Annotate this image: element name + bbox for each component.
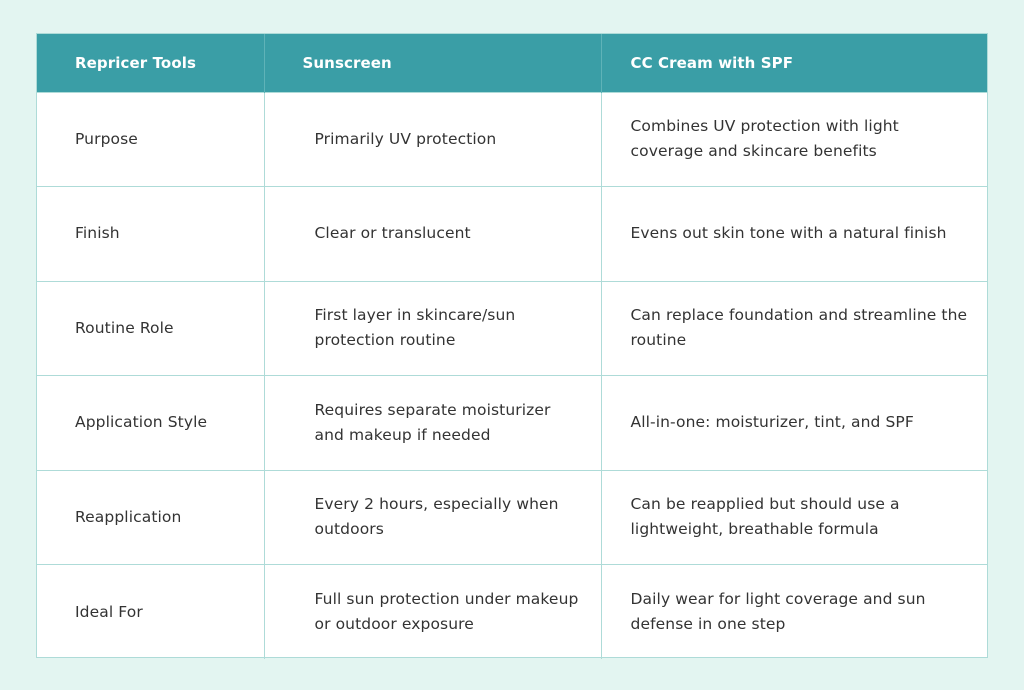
row-label: Purpose bbox=[37, 92, 264, 187]
cc-cream-cell: Evens out skin tone with a natural finish bbox=[601, 187, 987, 282]
sunscreen-cell: First layer in skincare/sun protection routine bbox=[264, 281, 601, 376]
table-header-row bbox=[37, 34, 987, 92]
cc-cream-cell: Daily wear for light coverage and sun defense in one step bbox=[601, 565, 987, 660]
cc-cream-cell: All-in-one: moisturizer, tint, and SPF bbox=[601, 376, 987, 471]
comparison-table bbox=[37, 34, 987, 659]
row-label: Application Style bbox=[37, 376, 264, 471]
cc-cream-cell: Combines UV protection with light coverage and skincare benefits bbox=[601, 92, 987, 187]
header-cc-cream: CC Cream with SPF bbox=[630, 53, 794, 72]
row-label: Ideal For bbox=[37, 565, 264, 660]
row-label: Reapplication bbox=[37, 470, 264, 565]
table-row bbox=[37, 376, 987, 471]
table-row bbox=[37, 281, 987, 376]
sunscreen-cell: Every 2 hours, especially when outdoors bbox=[264, 470, 601, 565]
cc-cream-cell: Can be reapplied but should use a lightweight, breathable formula bbox=[601, 470, 987, 565]
table-row bbox=[37, 565, 987, 660]
table-row bbox=[37, 92, 987, 187]
sunscreen-cell: Primarily UV protection bbox=[264, 92, 601, 187]
header-sunscreen: Sunscreen bbox=[264, 34, 601, 92]
table-row bbox=[37, 470, 987, 565]
sunscreen-cell: Full sun protection under makeup or outdoor exposure bbox=[264, 565, 601, 660]
table-row bbox=[37, 187, 987, 282]
header-repricer-tools: Repricer Tools bbox=[37, 34, 264, 92]
comparison-table-container bbox=[36, 33, 988, 658]
sunscreen-cell: Clear or translucent bbox=[264, 187, 601, 282]
sunscreen-cell: Requires separate moisturizer and makeup if needed bbox=[264, 376, 601, 471]
row-label: Finish bbox=[37, 187, 264, 282]
row-label: Routine Role bbox=[37, 281, 264, 376]
cc-cream-cell: Can replace foundation and streamline the routine bbox=[601, 281, 987, 376]
